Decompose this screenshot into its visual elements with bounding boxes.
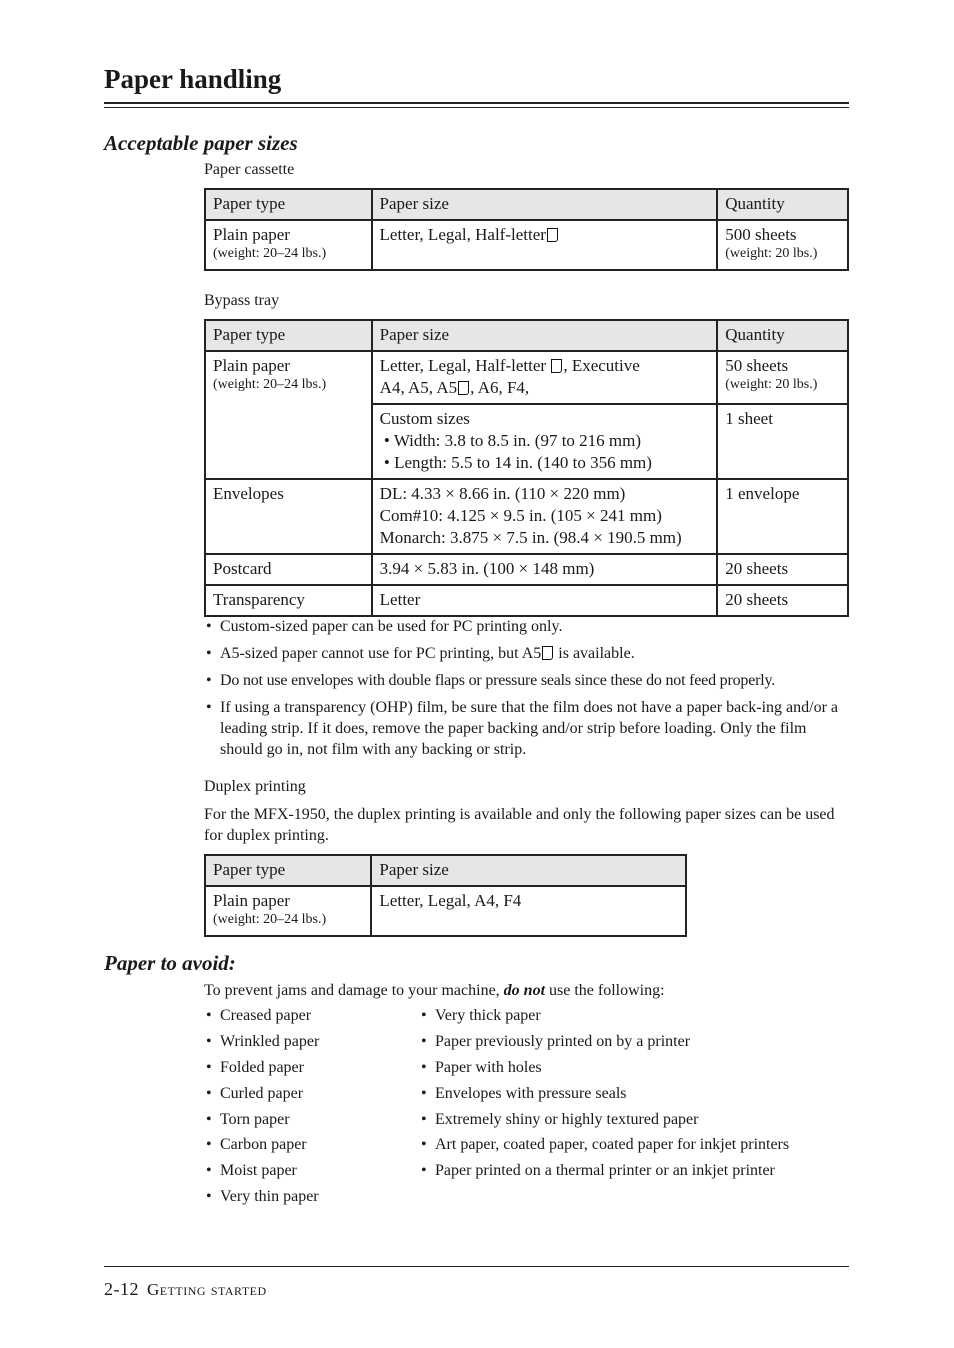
table-row	[205, 886, 686, 936]
cell-quantity: 1 sheet	[717, 404, 848, 479]
list-item: • Folded paper	[204, 1057, 404, 1083]
cell-size	[372, 351, 718, 404]
cell-quantity: 20 sheets	[717, 554, 848, 585]
cell-quantity	[717, 220, 848, 270]
type-sub: (weight: 20–24 lbs.)	[213, 377, 327, 392]
list-item: • Very thin paper	[204, 1186, 404, 1212]
footer-section: Getting started	[147, 1280, 267, 1299]
portrait-orientation-icon	[547, 228, 558, 242]
page-footer	[104, 1279, 267, 1300]
list-item: • Creased paper	[204, 1005, 404, 1031]
cell-quantity	[717, 351, 848, 404]
qty-text: 500 sheets	[725, 225, 797, 244]
portrait-orientation-icon	[551, 359, 562, 373]
type-text: Plain paper	[213, 891, 290, 910]
env-monarch: Monarch: 3.875 × 7.5 in. (98.4 × 190.5 mm)	[379, 528, 682, 547]
size-text-a: Letter, Legal, Half-letter	[379, 356, 547, 375]
list-item: • Extremely shiny or highly textured paper	[419, 1109, 859, 1135]
type-sub: (weight: 20–24 lbs.)	[213, 912, 327, 927]
list-item: • Custom-sized paper can be used for PC printing only.	[204, 616, 854, 637]
cell-type: Transparency	[205, 585, 372, 616]
qty-sub: (weight: 20 lbs.)	[725, 377, 818, 392]
title-rule	[104, 102, 849, 104]
cell-quantity: 20 sheets	[717, 585, 848, 616]
table-header-row	[205, 855, 686, 886]
header-paper-size: Paper size	[372, 320, 718, 351]
custom-length: • Length: 5.5 to 14 in. (140 to 356 mm)	[383, 453, 652, 472]
table-header-row	[205, 320, 848, 351]
bypass-label: Bypass tray	[204, 292, 280, 309]
cell-type: Envelopes	[205, 479, 372, 554]
size-text-d: , A6, F4,	[470, 378, 530, 397]
note-text: is available.	[554, 645, 635, 662]
type-sub: (weight: 20–24 lbs.)	[213, 246, 327, 261]
cell-size	[372, 404, 718, 479]
duplex-label: Duplex printing	[204, 778, 306, 795]
cell-size: Letter	[372, 585, 718, 616]
env-com10: Com#10: 4.125 × 9.5 in. (105 × 241 mm)	[379, 506, 662, 525]
list-item: • Very thick paper	[419, 1005, 859, 1031]
header-quantity: Quantity	[717, 320, 848, 351]
list-item: • Art paper, coated paper, coated paper for inkjet printers	[419, 1134, 859, 1160]
size-text-c: A4, A5, A5	[379, 378, 458, 397]
table-row	[205, 351, 848, 404]
size-text: Letter, Legal, Half-letter	[379, 225, 546, 244]
list-item	[204, 643, 854, 664]
notes-list	[204, 616, 854, 766]
header-quantity: Quantity	[717, 189, 848, 220]
custom-title: Custom sizes	[379, 409, 470, 428]
list-item: • If using a transparency (OHP) film, be sure that the film does not have a paper back-ing and/or a leading strip. If it does, remove the paper backing and/or strip before loading. Only the film should go in, not film with any backing or strip.	[204, 697, 838, 760]
list-item: • Wrinkled paper	[204, 1031, 404, 1057]
footer-rule	[104, 1266, 849, 1267]
avoid-list-left	[204, 1005, 404, 1212]
list-item: • Envelopes with pressure seals	[419, 1083, 859, 1109]
qty-text: 50 sheets	[725, 356, 789, 375]
bypass-table	[204, 319, 849, 617]
note-text: A5-sized paper cannot use for PC printing, but A5	[220, 645, 542, 662]
section-heading-avoid: Paper to avoid:	[104, 951, 236, 975]
list-item: • Torn paper	[204, 1109, 404, 1135]
avoid-intro	[204, 980, 844, 1001]
cell-size: 3.94 × 5.83 in. (100 × 148 mm)	[372, 554, 718, 585]
qty-sub: (weight: 20 lbs.)	[725, 246, 818, 261]
header-paper-type: Paper type	[205, 855, 371, 886]
duplex-description: For the MFX-1950, the duplex printing is available and only the following paper sizes can be used for duplex printing.	[204, 806, 835, 844]
cell-type	[205, 351, 372, 479]
list-item: • Paper printed on a thermal printer or an inkjet printer	[419, 1160, 859, 1186]
list-item: • Paper previously printed on by a printer	[419, 1031, 859, 1057]
table-row	[205, 585, 848, 616]
table-row	[205, 479, 848, 554]
section-heading-acceptable: Acceptable paper sizes	[104, 131, 298, 155]
cell-type: Postcard	[205, 554, 372, 585]
env-dl: DL: 4.33 × 8.66 in. (110 × 220 mm)	[379, 484, 626, 503]
portrait-orientation-icon	[542, 646, 553, 660]
cassette-label: Paper cassette	[204, 161, 295, 178]
list-item: • Carbon paper	[204, 1134, 404, 1160]
size-text-b: , Executive	[563, 356, 640, 375]
cell-size	[372, 479, 718, 554]
type-text: Plain paper	[213, 356, 290, 375]
cell-size: Letter, Legal, A4, F4	[371, 886, 686, 936]
list-item: • Paper with holes	[419, 1057, 859, 1083]
list-item: • Moist paper	[204, 1160, 404, 1186]
type-text: Plain paper	[213, 225, 290, 244]
portrait-orientation-icon	[458, 381, 469, 395]
custom-width: • Width: 3.8 to 8.5 in. (97 to 216 mm)	[383, 431, 642, 450]
duplex-table	[204, 854, 687, 937]
table-row	[205, 220, 848, 270]
header-paper-type: Paper type	[205, 320, 372, 351]
intro-text: use the following:	[545, 982, 665, 999]
avoid-list-right	[419, 1005, 859, 1186]
intro-emphasis: do not	[503, 982, 546, 999]
table-header-row	[205, 189, 848, 220]
list-item: • Curled paper	[204, 1083, 404, 1109]
header-paper-size: Paper size	[372, 189, 718, 220]
table-row	[205, 554, 848, 585]
header-paper-size: Paper size	[371, 855, 686, 886]
header-paper-type: Paper type	[205, 189, 372, 220]
page-title: Paper handling	[104, 64, 282, 94]
cassette-table	[204, 188, 849, 271]
cell-type	[205, 220, 372, 270]
intro-text: To prevent jams and damage to your machine,	[204, 982, 504, 999]
cell-quantity: 1 envelope	[717, 479, 848, 554]
list-item: • Do not use envelopes with double flaps or pressure seals since these do not feed properly.	[204, 670, 854, 691]
page-number: 2-12	[104, 1279, 139, 1299]
cell-size	[372, 220, 718, 270]
cell-type	[205, 886, 371, 936]
title-rule-thin	[104, 107, 849, 108]
